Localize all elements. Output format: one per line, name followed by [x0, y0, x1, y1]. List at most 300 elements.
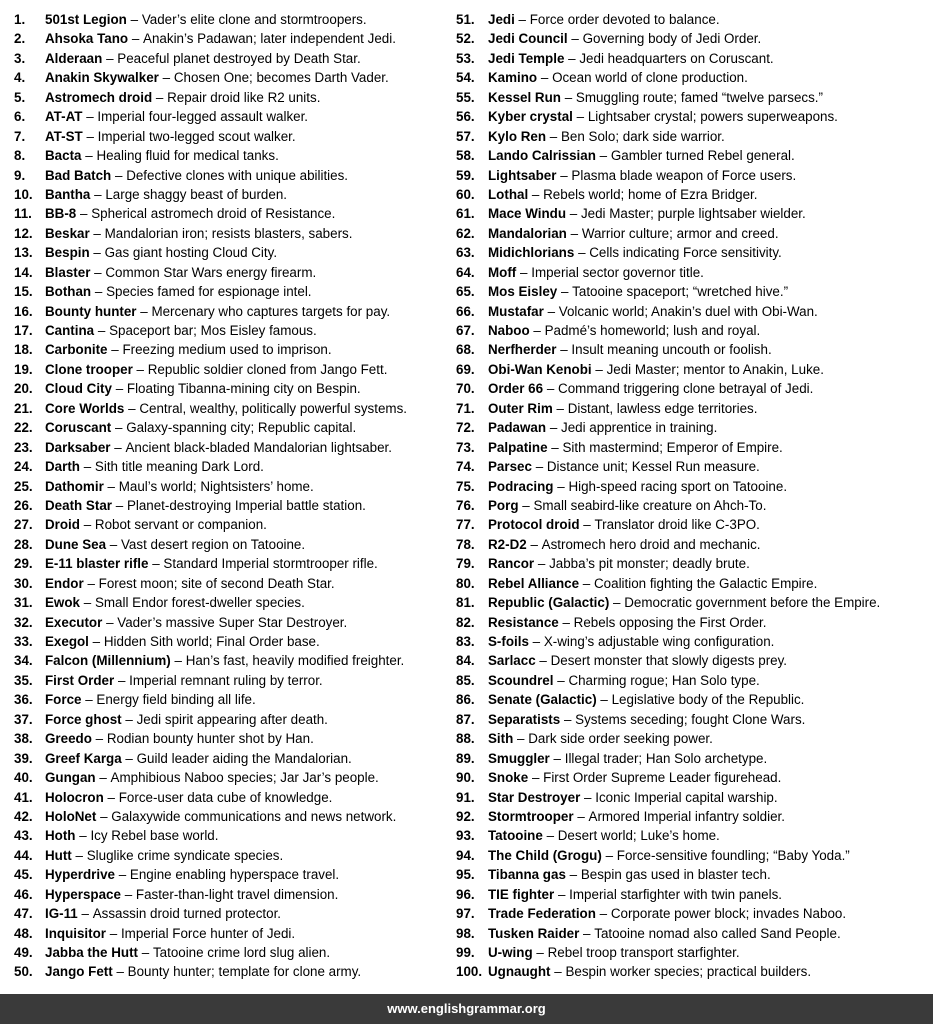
- glossary-item: [14, 826, 454, 845]
- item-number: 7.: [14, 128, 26, 144]
- item-number: 2.: [14, 31, 26, 47]
- item-text: [45, 263, 316, 282]
- glossary-item: [14, 29, 454, 48]
- item-separator: –: [605, 847, 614, 863]
- item-separator: –: [576, 109, 585, 125]
- item-definition: Desert world; Luke’s home.: [557, 828, 720, 844]
- item-number: 6.: [14, 109, 26, 125]
- item-term: Republic (Galactic): [488, 595, 610, 611]
- item-separator: –: [584, 789, 592, 805]
- glossary-item: [14, 962, 454, 981]
- item-definition: Bespin gas used in blaster tech.: [580, 867, 771, 883]
- item-number: 19.: [14, 361, 33, 377]
- item-number: 23.: [14, 439, 33, 455]
- item-term: Stormtrooper: [488, 808, 574, 824]
- item-number: 22.: [14, 420, 33, 436]
- item-term: Tusken Raider: [488, 925, 580, 941]
- item-number: 31.: [14, 595, 33, 611]
- item-term: Naboo: [488, 323, 530, 338]
- item-text: [45, 826, 218, 845]
- item-separator: –: [522, 497, 530, 513]
- item-term: Kamino: [488, 70, 538, 86]
- item-number: 82.: [456, 614, 475, 630]
- item-term: Force ghost: [45, 711, 122, 727]
- glossary-item: [14, 904, 454, 923]
- item-definition: Insult meaning uncouth or foolish.: [571, 342, 772, 358]
- item-number: 29.: [14, 556, 33, 572]
- glossary-item: [14, 768, 454, 787]
- item-definition: Desert monster that slowly digests prey.: [550, 653, 788, 669]
- item-definition: Volcanic world; Anakin’s duel with Obi-Wan.: [558, 303, 818, 319]
- glossary-item: [456, 477, 933, 496]
- item-definition: Spherical astromech droid of Resistance.: [91, 206, 336, 222]
- item-term: Tatooine: [488, 828, 543, 844]
- item-number: 76.: [456, 497, 475, 513]
- item-number: 13.: [14, 245, 33, 261]
- item-separator: –: [81, 906, 89, 922]
- item-number: 78.: [456, 536, 475, 552]
- item-number: 85.: [456, 672, 475, 688]
- item-definition: Central, wealthy, politically powerful systems.: [139, 400, 407, 416]
- item-text: [488, 554, 750, 573]
- item-number: 16.: [14, 303, 33, 319]
- item-definition: Guild leader aiding the Mandalorian.: [136, 750, 352, 766]
- item-number: 79.: [456, 556, 475, 572]
- item-text: [45, 749, 352, 768]
- item-separator: –: [569, 206, 578, 222]
- item-number: 14.: [14, 264, 33, 280]
- glossary-item: [456, 749, 933, 768]
- item-separator: –: [111, 342, 119, 358]
- glossary-item: [456, 826, 933, 845]
- item-text: [488, 68, 748, 87]
- item-separator: –: [83, 459, 92, 475]
- glossary-item: [14, 379, 454, 398]
- item-text: [45, 574, 335, 593]
- item-text: [488, 379, 813, 398]
- item-definition: Lightsaber crystal; powers superweapons.: [587, 109, 838, 125]
- item-term: Sith: [488, 731, 514, 747]
- item-separator: –: [115, 381, 124, 397]
- item-term: Trade Federation: [488, 906, 596, 922]
- item-term: Palpatine: [488, 439, 548, 455]
- item-separator: –: [568, 50, 576, 66]
- glossary-item: [456, 340, 933, 359]
- item-text: [45, 457, 264, 476]
- item-term: Senate (Galactic): [488, 692, 597, 708]
- item-text: [45, 924, 295, 943]
- glossary-item: [456, 127, 933, 146]
- item-definition: Chosen One; becomes Darth Vader.: [173, 70, 389, 86]
- item-definition: Energy field binding all life.: [96, 692, 256, 708]
- item-number: 58.: [456, 148, 475, 164]
- glossary-item: [456, 943, 933, 962]
- glossary-item: [14, 49, 454, 68]
- item-number: 10.: [14, 186, 33, 202]
- item-definition: Bounty hunter; template for clone army.: [127, 964, 362, 980]
- glossary-item: [456, 885, 933, 904]
- item-text: [488, 671, 760, 690]
- item-separator: –: [531, 186, 540, 202]
- item-separator: –: [152, 556, 160, 572]
- item-text: [488, 690, 804, 709]
- item-definition: Astromech hero droid and mechanic.: [541, 536, 761, 552]
- item-separator: –: [532, 634, 541, 649]
- item-term: Coruscant: [45, 420, 112, 436]
- item-number: 67.: [456, 323, 475, 338]
- glossary-item: [14, 477, 454, 496]
- item-definition: Distance unit; Kessel Run measure.: [546, 459, 760, 475]
- item-text: [488, 29, 761, 48]
- item-separator: –: [536, 945, 544, 960]
- item-separator: –: [115, 497, 124, 513]
- item-definition: Force-user data cube of knowledge.: [118, 789, 333, 805]
- item-definition: Tatooine crime lord slug alien.: [152, 945, 331, 960]
- item-term: Darth: [45, 459, 80, 475]
- item-separator: –: [124, 886, 133, 902]
- item-definition: Rebels opposing the First Order.: [573, 614, 767, 630]
- item-term: Jabba the Hutt: [45, 945, 138, 960]
- item-definition: Sith mastermind; Emperor of Empire.: [562, 439, 783, 455]
- item-number: 93.: [456, 828, 475, 844]
- item-definition: Ancient black-bladed Mandalorian lightsaber.: [125, 439, 392, 455]
- glossary-item: [456, 807, 933, 826]
- item-text: [488, 846, 850, 865]
- item-term: Executor: [45, 614, 103, 630]
- item-number: 100.: [456, 964, 483, 980]
- item-term: Obi-Wan Kenobi: [488, 361, 592, 377]
- item-definition: Warrior culture; armor and creed.: [581, 225, 779, 241]
- item-definition: Force order devoted to balance.: [529, 12, 720, 27]
- item-text: [488, 515, 760, 534]
- item-text: [488, 263, 704, 282]
- item-separator: –: [595, 361, 603, 377]
- item-definition: Tatooine nomad also called Sand People.: [594, 925, 841, 941]
- item-number: 45.: [14, 867, 33, 883]
- glossary-item: [14, 457, 454, 476]
- glossary-item: [14, 788, 454, 807]
- item-separator: –: [553, 750, 561, 766]
- item-definition: Healing fluid for medical tanks.: [96, 148, 279, 164]
- item-text: [45, 146, 279, 165]
- item-separator: –: [94, 186, 102, 202]
- item-separator: –: [539, 653, 547, 669]
- glossary-item: [14, 263, 454, 282]
- item-definition: Illegal trader; Han Solo archetype.: [564, 750, 768, 766]
- glossary-item: [456, 399, 933, 418]
- item-text: [488, 10, 720, 29]
- item-separator: –: [537, 556, 546, 572]
- item-separator: –: [128, 400, 136, 416]
- footer-bar: [0, 994, 933, 1024]
- glossary-item: [14, 282, 454, 301]
- item-text: [45, 651, 404, 670]
- glossary-item: [456, 496, 933, 515]
- item-term: Hyperdrive: [45, 867, 115, 883]
- glossary-item: [456, 68, 933, 87]
- glossary-item: [14, 418, 454, 437]
- item-number: 25.: [14, 478, 33, 494]
- glossary-item: [456, 574, 933, 593]
- item-definition: Armored Imperial infantry soldier.: [588, 808, 785, 824]
- item-term: Endor: [45, 575, 84, 591]
- item-separator: –: [85, 692, 93, 708]
- item-term: Scoundrel: [488, 672, 554, 688]
- item-definition: Repair droid like R2 units.: [167, 89, 321, 105]
- item-definition: Forest moon; site of second Death Star.: [98, 575, 335, 591]
- glossary-item: [456, 321, 933, 340]
- item-definition: Jedi headquarters on Coruscant.: [579, 50, 774, 66]
- item-number: 53.: [456, 50, 475, 66]
- item-separator: –: [130, 12, 139, 27]
- item-number: 11.: [14, 206, 32, 222]
- item-term: Outer Rim: [488, 400, 553, 416]
- item-number: 66.: [456, 303, 475, 319]
- item-text: [488, 360, 824, 379]
- glossary-item: [14, 224, 454, 243]
- item-text: [45, 477, 314, 496]
- item-text: [45, 846, 283, 865]
- item-separator: –: [79, 828, 87, 844]
- item-number: 59.: [456, 167, 475, 183]
- item-definition: Gambler turned Rebel general.: [610, 148, 795, 164]
- item-term: HoloNet: [45, 808, 97, 824]
- glossary-item: [14, 496, 454, 515]
- glossary-item: [456, 302, 933, 321]
- item-text: [45, 613, 347, 632]
- glossary-item: [14, 146, 454, 165]
- item-definition: Small Endor forest-dweller species.: [94, 595, 305, 611]
- item-text: [45, 632, 320, 651]
- item-separator: –: [125, 711, 133, 727]
- item-text: [488, 904, 846, 923]
- item-term: Darksaber: [45, 439, 111, 455]
- item-number: 47.: [14, 906, 33, 922]
- item-definition: Standard Imperial stormtrooper rifle.: [163, 556, 378, 572]
- item-term: Lightsaber: [488, 167, 557, 183]
- item-definition: Rebels world; home of Ezra Bridger.: [543, 186, 758, 202]
- item-separator: –: [564, 89, 573, 105]
- item-text: [45, 282, 312, 301]
- item-number: 75.: [456, 478, 475, 494]
- item-text: [45, 185, 287, 204]
- item-separator: –: [557, 478, 565, 494]
- item-text: [45, 904, 281, 923]
- item-number: 99.: [456, 945, 475, 960]
- glossary-item: [456, 535, 933, 554]
- item-definition: Force-sensitive foundling; “Baby Yoda.”: [616, 847, 850, 863]
- item-number: 51.: [456, 12, 475, 27]
- item-separator: –: [109, 925, 118, 941]
- item-number: 92.: [456, 808, 475, 824]
- item-text: [45, 671, 323, 690]
- item-number: 70.: [456, 381, 475, 397]
- item-text: [488, 729, 713, 748]
- item-term: Separatists: [488, 711, 561, 727]
- item-separator: –: [577, 808, 585, 824]
- item-number: 35.: [14, 672, 33, 688]
- glossary-item: [456, 243, 933, 262]
- item-term: Gungan: [45, 770, 96, 786]
- glossary-item: [14, 613, 454, 632]
- item-definition: Jedi spirit appearing after death.: [136, 711, 328, 727]
- item-text: [488, 243, 782, 262]
- item-text: [488, 962, 811, 981]
- glossary-item: [456, 360, 933, 379]
- item-separator: –: [95, 731, 104, 747]
- glossary-item: [14, 321, 454, 340]
- item-term: Ugnaught: [488, 964, 551, 980]
- glossary-item: [14, 127, 454, 146]
- item-number: 24.: [14, 459, 33, 475]
- item-term: Droid: [45, 517, 80, 533]
- item-text: [45, 593, 305, 612]
- item-text: [488, 943, 740, 962]
- item-definition: Freezing medium used to imprison.: [122, 342, 332, 358]
- item-definition: Amphibious Naboo species; Jar Jar’s people.: [110, 770, 379, 786]
- glossary-item: [14, 574, 454, 593]
- glossary-column-right: [456, 10, 933, 982]
- item-text: [488, 457, 760, 476]
- footer-url[interactable]: www.englishgrammar.org: [387, 1001, 546, 1016]
- item-separator: –: [549, 128, 558, 144]
- item-separator: –: [560, 342, 568, 358]
- glossary-item: [14, 204, 454, 223]
- item-number: 54.: [456, 70, 475, 86]
- item-term: Ahsoka Tano: [45, 31, 129, 47]
- item-number: 69.: [456, 361, 475, 377]
- item-definition: Faster-than-light travel dimension.: [135, 886, 339, 902]
- item-number: 60.: [456, 186, 475, 202]
- item-term: Hyperspace: [45, 886, 121, 902]
- item-separator: –: [533, 323, 541, 338]
- item-number: 33.: [14, 634, 33, 649]
- item-text: [488, 107, 838, 126]
- item-number: 26.: [14, 497, 33, 513]
- item-text: [45, 865, 339, 884]
- item-term: Cantina: [45, 323, 95, 338]
- item-text: [488, 146, 795, 165]
- item-term: Lothal: [488, 186, 529, 202]
- item-definition: Imperial starfighter with twin panels.: [569, 886, 783, 902]
- item-separator: –: [100, 808, 108, 824]
- item-text: [45, 496, 366, 515]
- glossary-item: [14, 690, 454, 709]
- item-definition: Defective clones with unique abilities.: [126, 167, 348, 183]
- glossary-item: [456, 29, 933, 48]
- glossary-item: [14, 515, 454, 534]
- item-definition: Assassin droid turned protector.: [92, 906, 282, 922]
- item-term: Snoke: [488, 770, 529, 786]
- item-separator: –: [530, 536, 538, 552]
- item-number: 52.: [456, 31, 475, 47]
- item-number: 4.: [14, 70, 26, 86]
- glossary-item: [14, 943, 454, 962]
- item-definition: Imperial four-legged assault walker.: [97, 109, 309, 125]
- item-term: Hoth: [45, 828, 76, 844]
- glossary-item: [456, 204, 933, 223]
- item-text: [45, 729, 314, 748]
- item-term: Kyber crystal: [488, 109, 573, 125]
- item-number: 90.: [456, 770, 475, 786]
- item-separator: –: [583, 925, 591, 941]
- item-definition: Floating Tibanna-mining city on Bespin.: [126, 381, 361, 397]
- glossary-item: [14, 10, 454, 29]
- item-text: [45, 224, 352, 243]
- item-definition: Small seabird-like creature on Ahch-To.: [533, 497, 767, 513]
- item-separator: –: [136, 361, 144, 377]
- glossary-item: [456, 593, 933, 612]
- item-term: Rebel Alliance: [488, 575, 580, 591]
- item-definition: Robot servant or companion.: [94, 517, 267, 533]
- glossary-item: [456, 10, 933, 29]
- item-definition: Ben Solo; dark side warrior.: [561, 128, 725, 144]
- item-separator: –: [93, 245, 101, 261]
- item-number: 28.: [14, 536, 33, 552]
- item-text: [488, 302, 818, 321]
- glossary-item: [14, 710, 454, 729]
- item-text: [488, 749, 767, 768]
- item-term: Parsec: [488, 459, 532, 475]
- item-term: Death Star: [45, 497, 112, 513]
- item-separator: –: [571, 31, 579, 47]
- item-term: First Order: [45, 672, 115, 688]
- item-number: 98.: [456, 925, 475, 941]
- item-term: Resistance: [488, 614, 559, 630]
- glossary-item: [14, 632, 454, 651]
- item-definition: Spaceport bar; Mos Eisley famous.: [109, 323, 317, 338]
- item-definition: Cells indicating Force sensitivity.: [589, 245, 782, 261]
- item-definition: Large shaggy beast of burden.: [105, 186, 287, 202]
- item-text: [488, 224, 779, 243]
- item-number: 72.: [456, 420, 475, 436]
- item-definition: Corporate power block; invades Naboo.: [610, 906, 847, 922]
- item-text: [45, 88, 320, 107]
- item-separator: –: [117, 672, 126, 688]
- item-term: IG-11: [45, 906, 78, 922]
- item-term: Mustafar: [488, 303, 544, 319]
- item-text: [45, 127, 296, 146]
- item-term: Order 66: [488, 381, 544, 397]
- item-number: 37.: [14, 711, 33, 727]
- item-separator: –: [174, 653, 182, 669]
- item-text: [488, 885, 782, 904]
- item-separator: –: [94, 284, 103, 300]
- glossary-item: [456, 651, 933, 670]
- item-term: U-wing: [488, 945, 533, 960]
- item-term: R2-D2: [488, 536, 527, 552]
- item-separator: –: [86, 109, 94, 125]
- item-separator: –: [97, 323, 106, 338]
- item-definition: Ocean world of clone production.: [552, 70, 748, 86]
- item-definition: Imperial sector governor title.: [531, 264, 704, 280]
- item-text: [488, 49, 774, 68]
- item-term: Jedi: [488, 12, 515, 27]
- item-term: Carbonite: [45, 342, 108, 358]
- item-number: 56.: [456, 109, 475, 125]
- item-term: Bounty hunter: [45, 303, 137, 319]
- item-text: [45, 535, 305, 554]
- glossary-item: [456, 613, 933, 632]
- item-term: Jedi Council: [488, 31, 568, 47]
- item-definition: Engine enabling hyperspace travel.: [129, 867, 340, 883]
- item-number: 84.: [456, 653, 475, 669]
- item-term: Moff: [488, 264, 517, 280]
- item-number: 63.: [456, 245, 475, 261]
- item-text: [488, 477, 787, 496]
- item-number: 87.: [456, 711, 475, 727]
- item-separator: –: [599, 148, 608, 164]
